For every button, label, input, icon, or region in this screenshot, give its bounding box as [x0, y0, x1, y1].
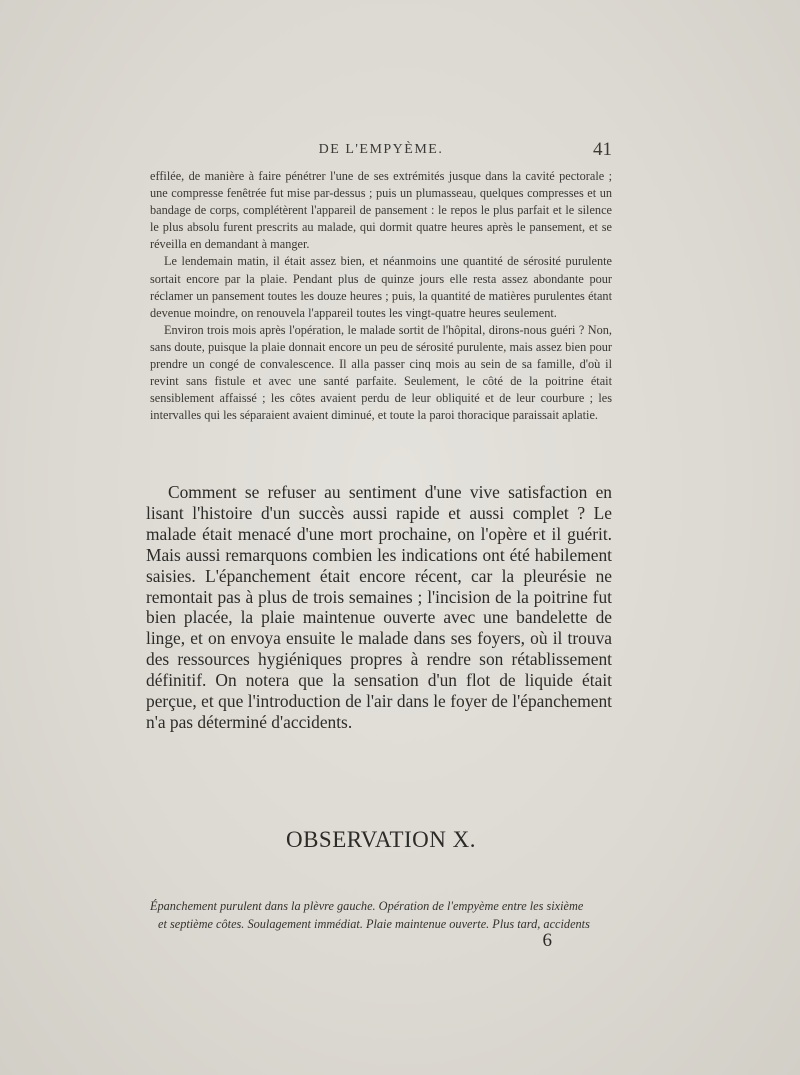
paragraph: Le lendemain matin, il était assez bien, et néanmoins une quantité de sérosité purulente sortait encore par la plaie. Pendant plus de quinze jours elle resta assez abondante pour réclamer un pansement toutes les douze heures ; puis, la quantité de matières purulentes étant devenue moindre, on renouvela l'appareil toutes les vingt-quatre heures seulement.: [150, 254, 612, 320]
observation-summary: [150, 898, 612, 933]
summary-line: et septième côtes. Soulagement immédiat. Plaie maintenue ouverte. Plus tard, accidents: [158, 916, 590, 931]
paragraph: Comment se refuser au sentiment d'une vive satisfaction en lisant l'histoire d'un succès aussi rapide et aussi complet ? Le malade était menacé d'une mort prochaine, on l'opère et il guérit. Mais aussi remarquons combien les indications ont été habilement saisies. L'épanchement était encore récent, car la pleurésie ne remontait pas à plus de trois semaines ; l'incision de la poitrine fut bien placée, la plaie maintenue ouverte avec une bandelette de linge, et on envoya ensuite le malade dans ses foyers, où il trouva des ressources hygiéniques propres à rendre son rétablissement définitif. On notera que la sensation d'un flot de liquide était perçue, et que l'introduction de l'air dans le foyer de l'épanchement n'a pas déterminé d'accidents.: [146, 482, 612, 732]
commentary: [146, 482, 612, 733]
running-head: [150, 139, 612, 164]
paragraph: effilée, de manière à faire pénétrer l'une de ses extrémités jusque dans la cavité pectorale ; une compresse fenêtrée fut mise par-dessus ; puis un plumasseau, quelques compresses et un bandage de corps, complétèrent l'appareil de pansement : le repos le plus parfait et le silence le plus absolu furent prescrits au malade, qui dormit quatre heures après le pansement, et se réveilla en demandant à manger.: [150, 169, 612, 252]
paragraph: Environ trois mois après l'opération, le malade sortit de l'hôpital, dirons-nous guéri ? Non, sans doute, puisque la plaie donnait encore un peu de sérosité purulente, mais assez bien pour prendre un congé de convalescence. Il alla passer cinq mois au sein de sa famille, d'où il revint sans fistule et avec une santé parfaite. Seulement, le côté de la poitrine était sensiblement affaissé ; les côtes avaient perdu de leur obliquité et de leur courbure ; les intervalles qui les séparaient avaient diminué, et toute la paroi thoracique paraissait aplatie.: [150, 322, 612, 423]
page-number: 41: [593, 139, 612, 160]
observation-heading: OBSERVATION X.: [285, 827, 477, 852]
case-narrative: [150, 168, 612, 424]
signature-mark: 6: [542, 930, 552, 951]
summary-line: Épanchement purulent dans la plèvre gauche. Opération de l'empyème entre les sixième: [150, 899, 584, 913]
running-title: DE L'EMPYÈME.: [318, 142, 444, 157]
